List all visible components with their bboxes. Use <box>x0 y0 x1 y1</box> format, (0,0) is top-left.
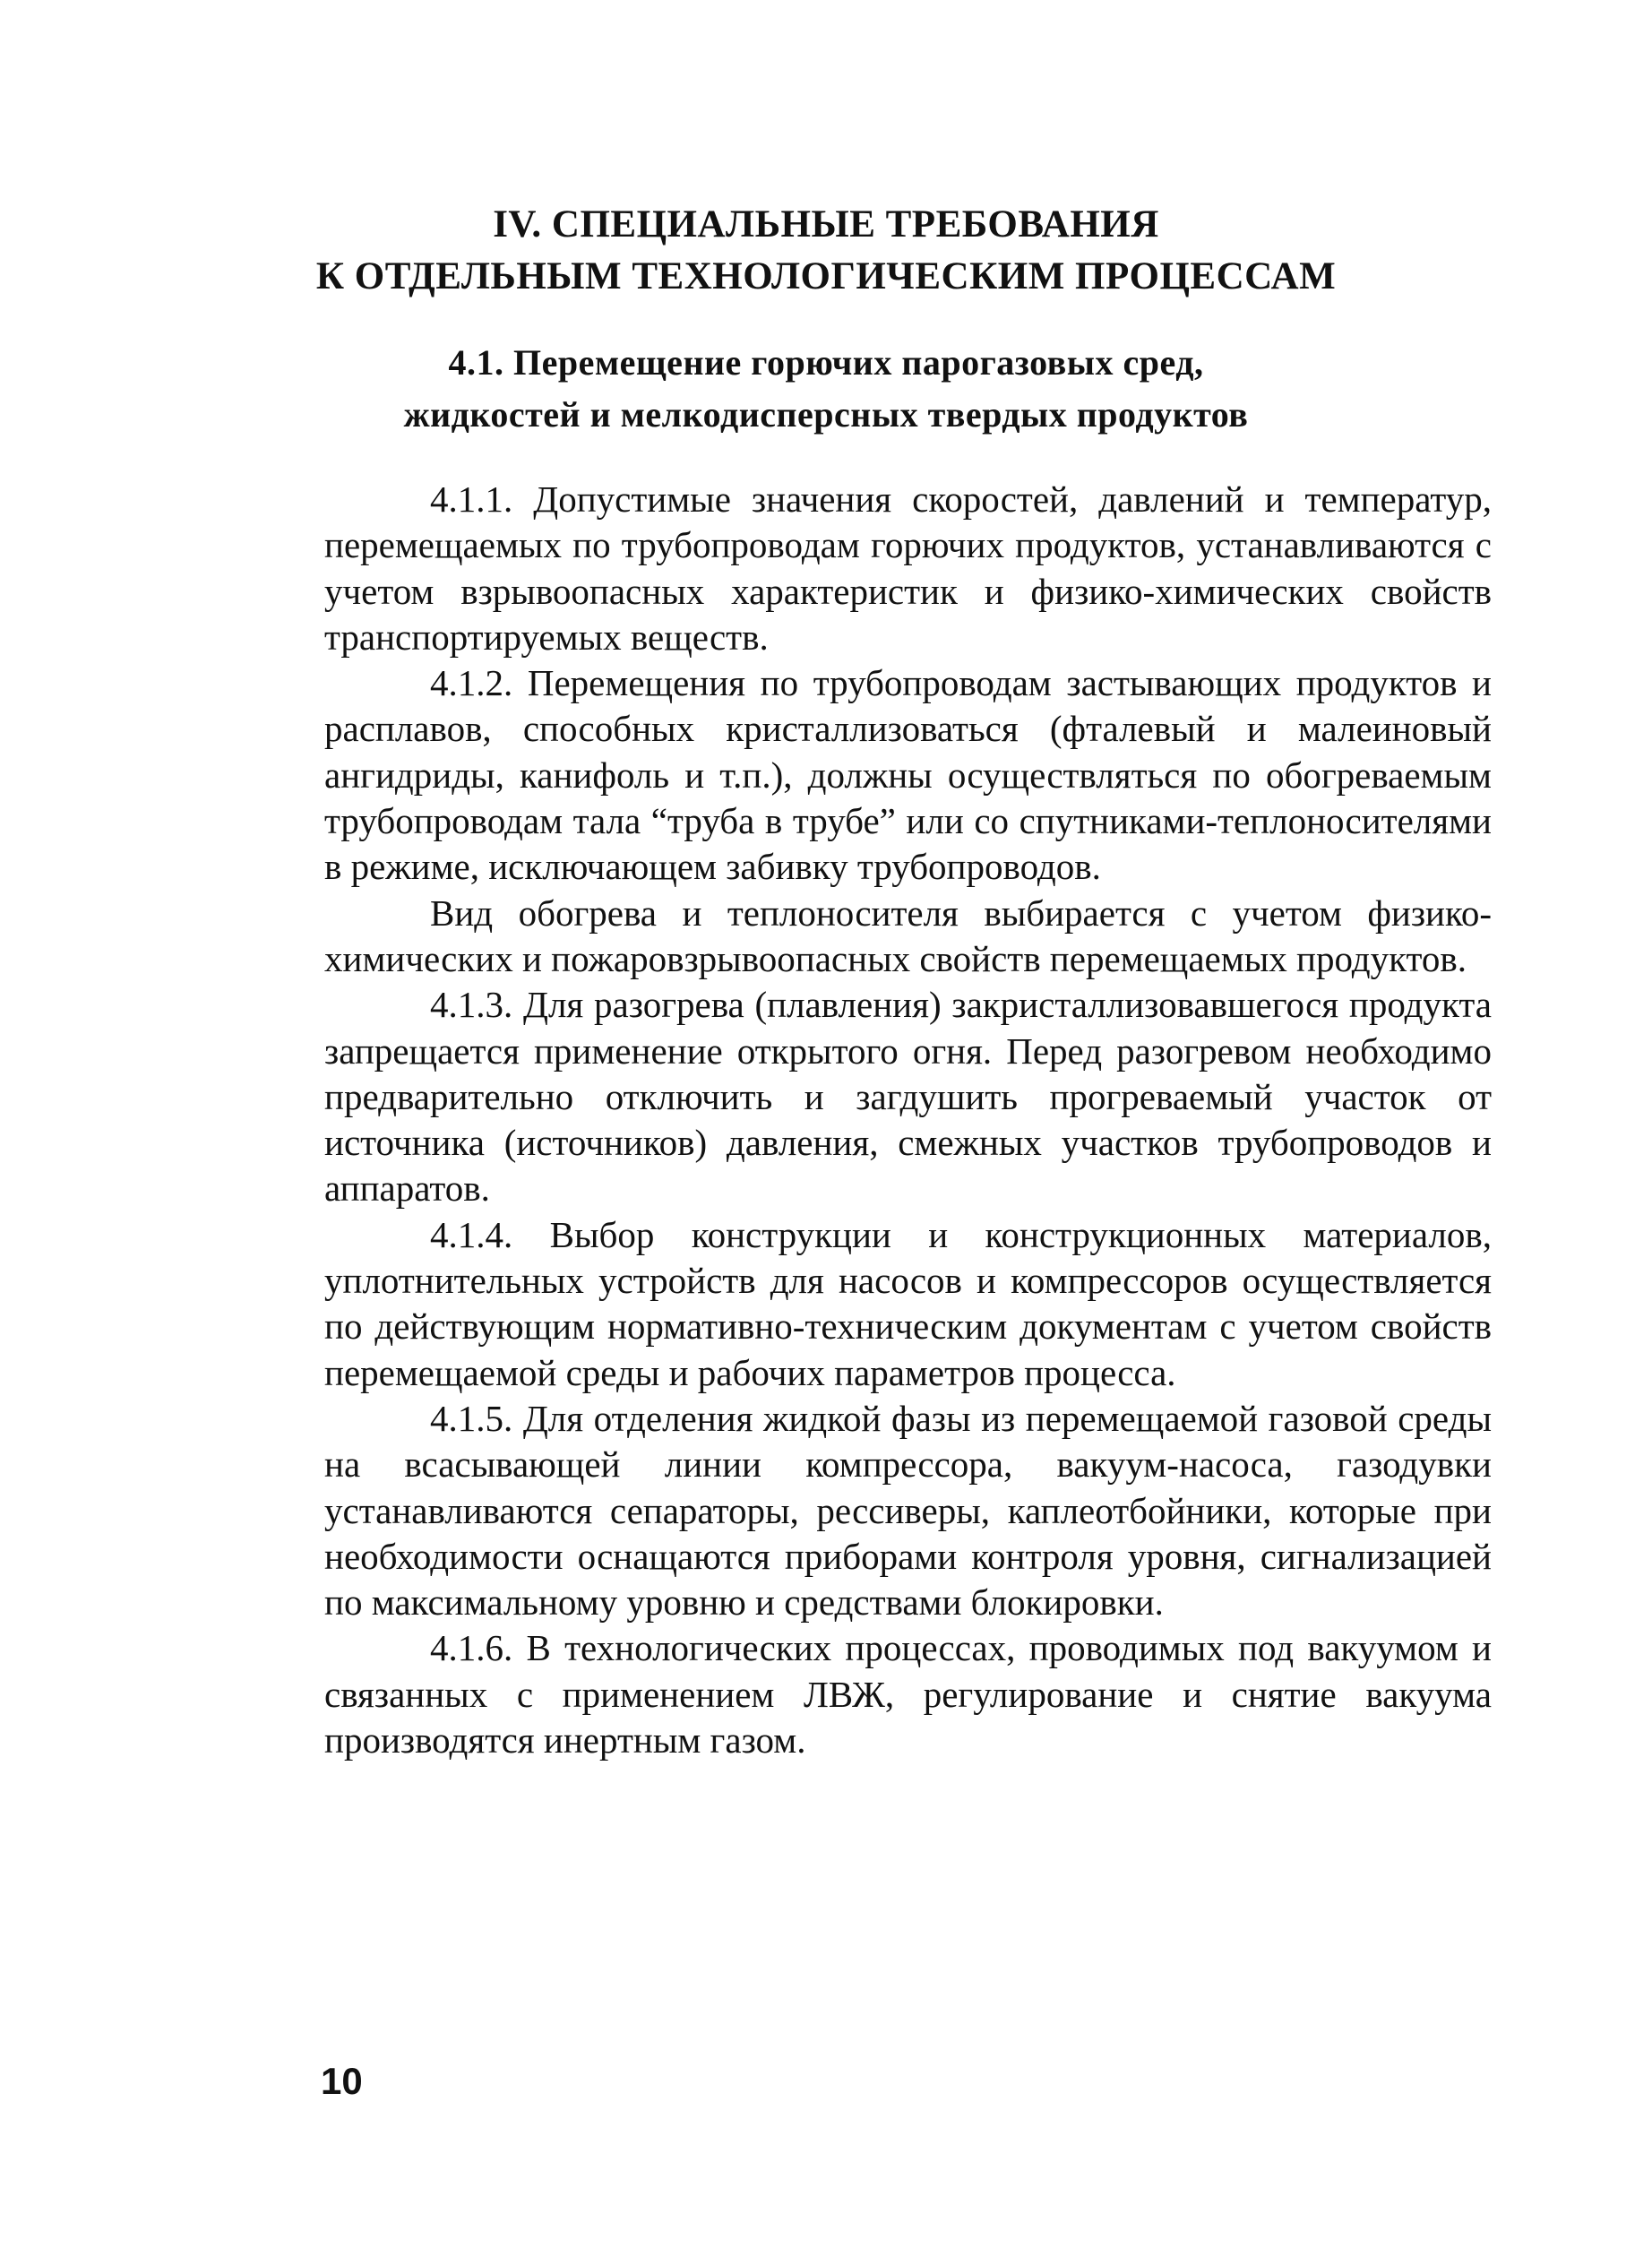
section-title-line-2: К ОТДЕЛЬНЫМ ТЕХНОЛОГИЧЕСКИМ ПРОЦЕССАМ <box>315 255 1337 297</box>
section-title <box>0 199 1652 303</box>
paragraph-4-1-2: 4.1.2. Перемещения по трубопроводам застывающих продуктов и расплавов, способных кристаллизоваться (фталевый и малеиновый ангидриды, канифоль и т.п.), должны осуществляться по обогреваемым трубопроводам тала “труба в трубе” или со спутниками-теплоносителями в режиме, исключающем забивку трубопроводов. <box>324 662 1492 888</box>
body-text <box>324 477 1492 1763</box>
subsection-title <box>0 337 1652 441</box>
paragraph-4-1-3: 4.1.3. Для разогрева (плавления) закристаллизовавшегося продукта запрещается применение открытого огня. Перед разогревом необходимо предварительно отключить и загдушить прогреваемый участок от источника (источников) давления, смежных участков трубопроводов и аппаратов. <box>324 984 1492 1210</box>
paragraph-4-1-6: 4.1.6. В технологических процессах, проводимых под вакуумом и связанных с применением ЛВЖ, регулирование и снятие вакуума производятся инертным газом. <box>324 1627 1492 1762</box>
section-title-line-1: IV. СПЕЦИАЛЬНЫЕ ТРЕБОВАНИЯ <box>493 203 1159 246</box>
paragraph-4-1-4: 4.1.4. Выбор конструкции и конструкционных материалов, уплотнительных устройств для насосов и компрессоров осуществляется по действующим нормативно-техническим документам с учетом свойств перемещаемой среды и рабочих параметров процесса. <box>324 1213 1492 1393</box>
page-number: 10 <box>321 2060 363 2102</box>
paragraph-4-1-5: 4.1.5. Для отделения жидкой фазы из перемещаемой газовой среды на всасывающей линии компрессора, вакуум-насоса, газодувки устанавливаются сепараторы, рессиверы, каплеотбойники, которые при необходимости оснащаются приборами контроля уровня, сигнализацией по максимальному уровню и средствами блокировки. <box>324 1397 1492 1624</box>
subsection-title-line-2: жидкостей и мелкодисперсных твердых продуктов <box>403 394 1249 435</box>
subsection-title-line-1: 4.1. Перемещение горючих парогазовых сред, <box>448 342 1204 383</box>
paragraph-heating-type: Вид обогрева и теплоносителя выбирается с учетом физико-химических и пожаровзрывоопасных свойств перемещаемых продуктов. <box>324 892 1492 979</box>
paragraph-4-1-1: 4.1.1. Допустимые значения скоростей, давлений и температур, перемещаемых по трубопроводам горючих продуктов, устанавливаются с учетом взрывоопасных характеристик и физико-химических свойств транспортируемых веществ. <box>324 478 1492 658</box>
